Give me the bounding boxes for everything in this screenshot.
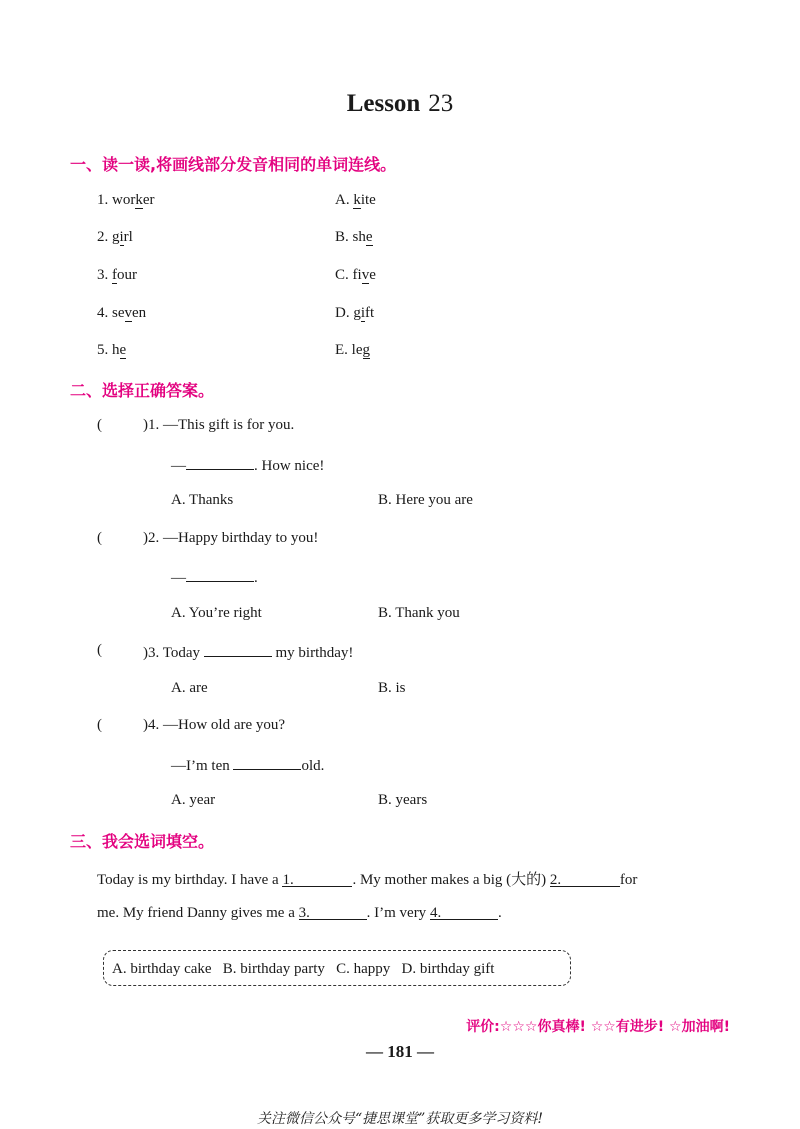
q1-option-b[interactable]: B. Here you are bbox=[378, 492, 473, 508]
blank-cloze-3[interactable]: 3. bbox=[299, 905, 367, 920]
question-2-reply: — . bbox=[171, 567, 258, 587]
question-3: )3. Today my birthday! bbox=[143, 642, 353, 662]
q1-option-a[interactable]: A. Thanks bbox=[171, 492, 234, 508]
page-number: — 181 — bbox=[366, 1042, 434, 1061]
q2-option-a[interactable]: A. You’re right bbox=[171, 605, 262, 621]
match-right-3[interactable]: C. five bbox=[335, 267, 376, 283]
section-3-heading: 三、我会选词填空。 bbox=[70, 832, 215, 851]
match-right-5[interactable]: E. leg bbox=[335, 342, 370, 358]
section-2-heading: 二、选择正确答案。 bbox=[70, 381, 215, 400]
answer-paren-4[interactable]: ( bbox=[97, 717, 102, 733]
evaluation: 评价:☆☆☆你真棒! ☆☆有进步! ☆加油啊! bbox=[466, 1019, 730, 1035]
blank-q4[interactable] bbox=[233, 755, 301, 770]
match-left-1[interactable]: 1. worker bbox=[97, 192, 155, 208]
word-bank bbox=[103, 950, 571, 986]
match-left-4[interactable]: 4. seven bbox=[97, 305, 147, 321]
q4-option-b[interactable]: B. years bbox=[378, 792, 428, 808]
question-2: )2. —Happy birthday to you! bbox=[143, 530, 319, 546]
answer-paren-1[interactable]: ( bbox=[97, 417, 102, 433]
section-1-heading: 一、读一读,将画线部分发音相同的单词连线。 bbox=[70, 155, 397, 174]
blank-q3[interactable] bbox=[204, 642, 272, 657]
match-right-2[interactable]: B. she bbox=[335, 229, 373, 245]
match-right-4[interactable]: D. gift bbox=[335, 305, 375, 321]
blank-q1[interactable] bbox=[186, 455, 254, 470]
match-left-3[interactable]: 3. four bbox=[97, 267, 137, 283]
match-left-5[interactable]: 5. he bbox=[97, 342, 127, 358]
q3-option-a[interactable]: A. are bbox=[171, 680, 208, 696]
question-4: )4. —How old are you? bbox=[143, 717, 286, 733]
cloze-line-2: me. My friend Danny gives me a 3. . I’m very 4. . bbox=[97, 905, 502, 921]
q2-option-b[interactable]: B. Thank you bbox=[378, 605, 460, 621]
page-title: Lesson 23 bbox=[346, 90, 454, 117]
blank-cloze-1[interactable]: 1. bbox=[282, 872, 352, 887]
match-left-2[interactable]: 2. girl bbox=[97, 229, 133, 245]
match-right-1[interactable]: A. kite bbox=[335, 192, 376, 208]
question-1-reply: — . How nice! bbox=[171, 455, 324, 475]
q3-option-b[interactable]: B. is bbox=[378, 680, 406, 696]
answer-paren-2[interactable]: ( bbox=[97, 530, 102, 546]
cloze-line-1: Today is my birthday. I have a 1. . My mother makes a big (大的) 2. for bbox=[97, 872, 638, 888]
footer-note: 关注微信公众号“捷思课堂”获取更多学习资料! bbox=[257, 1111, 543, 1127]
q4-option-a[interactable]: A. year bbox=[171, 792, 216, 808]
blank-q2[interactable] bbox=[186, 567, 254, 582]
question-1: )1. —This gift is for you. bbox=[143, 417, 295, 433]
blank-cloze-4[interactable]: 4. bbox=[430, 905, 498, 920]
question-4-reply: —I’m ten old. bbox=[171, 755, 324, 775]
word-bank-options: A. birthday cake B. birthday party C. happy D. birthday gift bbox=[112, 961, 495, 977]
blank-cloze-2[interactable]: 2. bbox=[550, 872, 620, 887]
answer-paren-3[interactable]: ( bbox=[97, 642, 102, 658]
